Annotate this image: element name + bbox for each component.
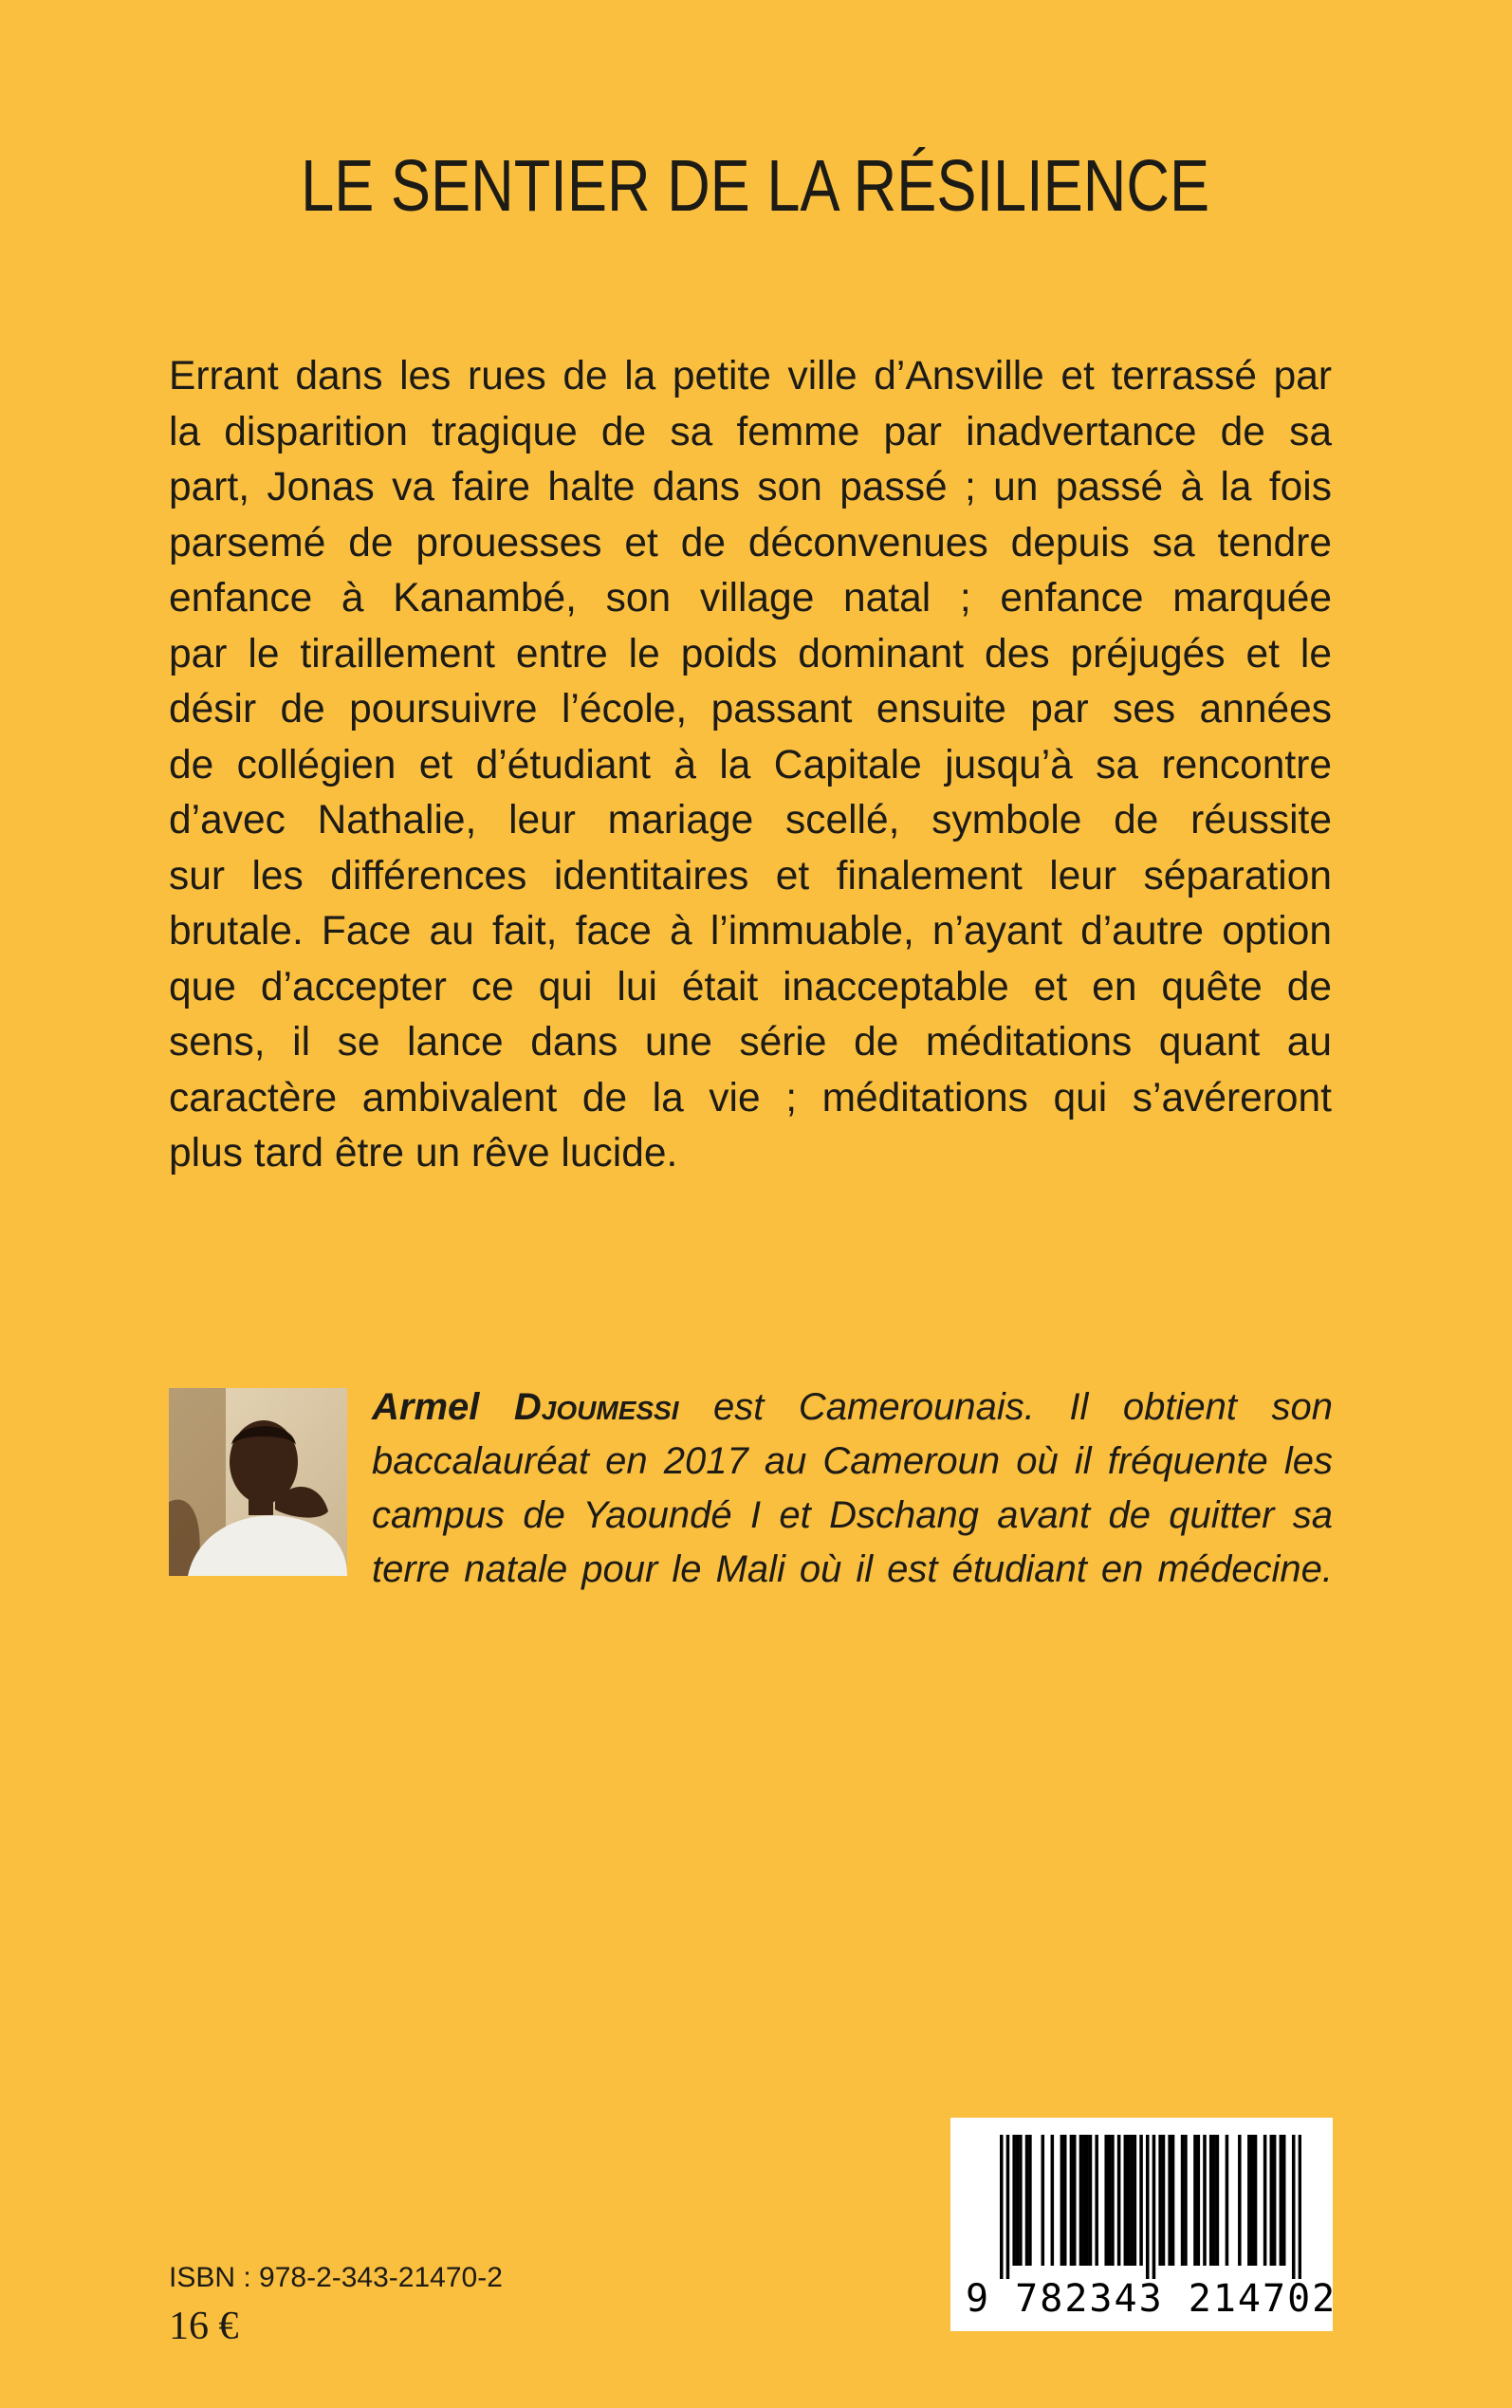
barcode-bar: [1089, 2135, 1093, 2266]
barcode-bar: [1104, 2135, 1108, 2266]
barcode-bar: [1082, 2135, 1086, 2266]
barcode-bar: [1263, 2135, 1267, 2266]
barcode-bar: [1203, 2135, 1207, 2266]
barcode-bar: [1130, 2135, 1134, 2266]
barcode-bar: [1070, 2135, 1074, 2266]
barcode-bar: [1247, 2135, 1251, 2266]
barcode-bar: [1000, 2135, 1004, 2279]
price-label: 16 €: [169, 2305, 239, 2348]
barcode-bar: [1108, 2135, 1112, 2266]
barcode-bar: [1209, 2135, 1213, 2266]
barcode-bar: [1016, 2135, 1020, 2266]
barcode-bar: [1028, 2135, 1032, 2266]
author-bio: [372, 1380, 1333, 1597]
barcode-bar: [1042, 2135, 1045, 2266]
bio-line: terre natale pour le Mali où il est étudiant en médecine.: [372, 1548, 1333, 1590]
barcode-bar: [1280, 2135, 1283, 2266]
bio-line: [372, 1380, 1333, 1435]
barcode-bar: [1146, 2135, 1150, 2279]
barcode-bar: [1216, 2135, 1220, 2266]
bio-line: campus de Yaoundé I et Dschang avant de quitter sa: [372, 1494, 1333, 1536]
synopsis-line: désir de poursuivre l’école, passant ensuite par ses années: [169, 687, 1332, 732]
synopsis: [169, 349, 1332, 1182]
barcode-bar: [1051, 2135, 1055, 2266]
barcode-bar: [1025, 2135, 1029, 2266]
barcode-bar: [1238, 2135, 1242, 2266]
barcode-bar: [1282, 2135, 1286, 2266]
barcode-bar: [1168, 2135, 1171, 2266]
barcode-bar: [1212, 2135, 1216, 2266]
barcode-bar: [1111, 2135, 1115, 2266]
author-portrait-illustration: [169, 1388, 347, 1576]
synopsis-line: par le tiraillement entre le poids dominant des préjugés et le: [169, 631, 1332, 676]
barcode-bar: [1063, 2135, 1067, 2266]
barcode-bar: [1181, 2135, 1185, 2266]
author-first-name: Armel: [372, 1386, 480, 1428]
synopsis-line: enfance à Kanambé, son village natal ; enfance marquée: [169, 576, 1332, 621]
synopsis-line: brutale. Face au fait, face à l’immuable, n’ayant d’autre option: [169, 909, 1332, 954]
synopsis-line: caractère ambivalent de la vie ; méditations qui s’avéreront: [169, 1075, 1332, 1121]
barcode-bar: [1124, 2135, 1128, 2266]
isbn-label: ISBN : 978-2-343-21470-2: [169, 2262, 503, 2293]
synopsis-line: parsemé de prouesses et de déconvenues depuis sa tendre: [169, 520, 1332, 565]
barcode-bar: [1006, 2135, 1010, 2279]
barcode-bars: [1000, 2135, 1301, 2279]
bio-text: est Camerounais. Il obtient son: [678, 1386, 1333, 1428]
barcode-bar: [1079, 2135, 1083, 2266]
barcode-bar: [1254, 2135, 1258, 2266]
barcode-bar: [1162, 2135, 1166, 2266]
barcode-bar: [1184, 2135, 1188, 2266]
synopsis-line: part, Jonas va faire halte dans son passé ; un passé à la fois: [169, 465, 1332, 509]
synopsis-line: que d’accepter ce qui lui était inacceptable et en quête de: [169, 964, 1332, 1010]
barcode-bar: [1273, 2135, 1277, 2266]
barcode-bar: [1139, 2135, 1143, 2266]
barcode: [950, 2118, 1337, 2331]
synopsis-line: Errant dans les rues de la petite ville d’Ansville et terrassé par: [169, 354, 1332, 398]
barcode-bar: [1134, 2135, 1137, 2266]
synopsis-line: plus tard être un rêve lucide.: [169, 1131, 678, 1176]
barcode-bar: [1085, 2135, 1089, 2266]
barcode-bar: [1197, 2135, 1201, 2266]
barcode-bar: [1171, 2135, 1175, 2266]
author-photo: [169, 1388, 347, 1576]
book-title: LE SENTIER DE LA RÉSILIENCE: [301, 145, 1210, 227]
barcode-bar: [1117, 2135, 1121, 2266]
barcode-digits: 9 782343 214702: [966, 2277, 1337, 2321]
barcode-bar: [1012, 2135, 1016, 2266]
barcode-bar: [1152, 2135, 1156, 2279]
barcode-bar: [1019, 2135, 1023, 2266]
barcode-bar: [1250, 2135, 1254, 2266]
barcode-bar: [1095, 2135, 1098, 2266]
barcode-bar: [1193, 2135, 1197, 2266]
synopsis-line: sur les différences identitaires et finalement leur séparation: [169, 853, 1332, 898]
synopsis-line: sens, il se lance dans une série de méditations quant au: [169, 1020, 1332, 1065]
author-last-name: Djoumessi: [513, 1386, 679, 1428]
bio-line: baccalauréat en 2017 au Cameroun où il fréquente les: [372, 1440, 1333, 1482]
barcode-bar: [1270, 2135, 1274, 2266]
synopsis-line: d’avec Nathalie, leur mariage scellé, symbole de réussite: [169, 798, 1332, 843]
barcode-bar: [1226, 2135, 1229, 2266]
barcode-bar: [1060, 2135, 1064, 2266]
barcode-bar: [1073, 2135, 1077, 2266]
barcode-bar: [1299, 2135, 1301, 2279]
synopsis-line: de collégien et d’étudiant à la Capitale jusqu’à sa rencontre: [169, 742, 1332, 787]
barcode-bar: [1292, 2135, 1296, 2279]
barcode-bar: [1127, 2135, 1131, 2266]
barcode-bar: [1158, 2135, 1162, 2266]
synopsis-line: la disparition tragique de sa femme par inadvertance de sa: [169, 409, 1332, 454]
